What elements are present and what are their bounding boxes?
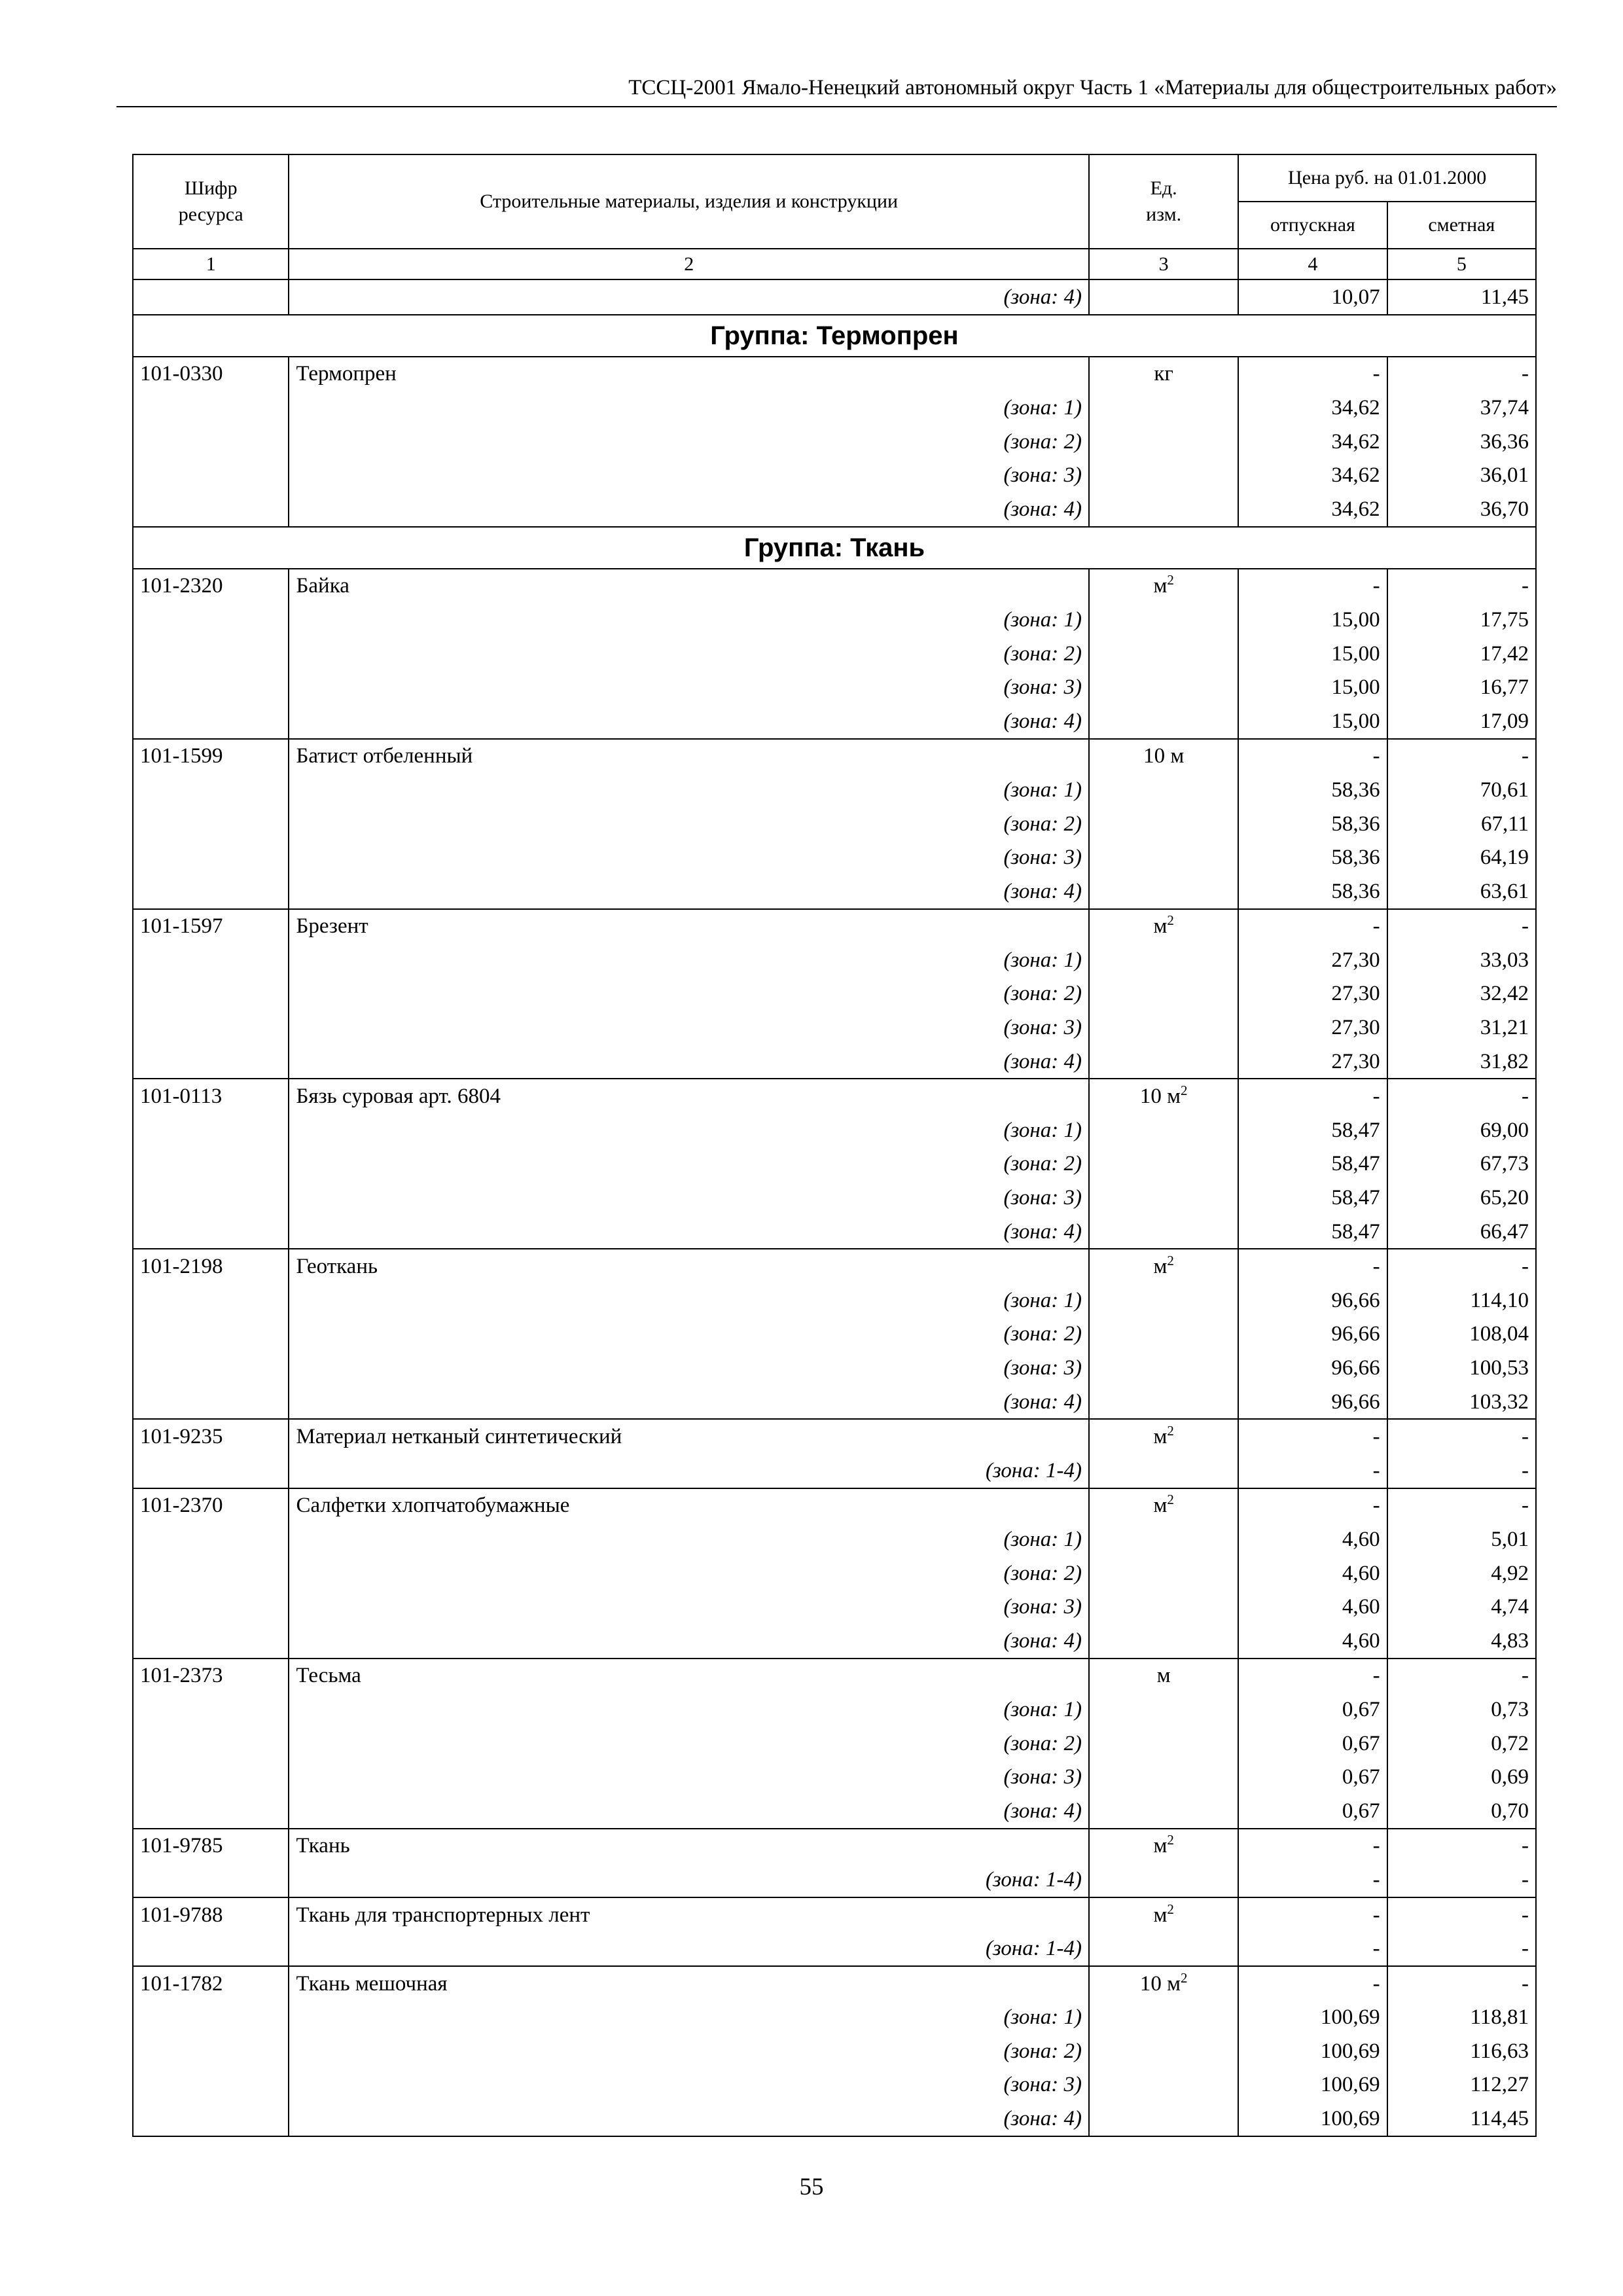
material-name: Геоткань (289, 1249, 1089, 1283)
unit-text: 10 м (1139, 1971, 1181, 1996)
material-name: Батист отбеленный (289, 739, 1089, 774)
resource-code: 101-2370 (133, 1488, 289, 1523)
release-price: 4,60 (1238, 1624, 1387, 1659)
col-header-price: Цена руб. на 01.01.2000 (1238, 154, 1536, 202)
item-row (133, 1079, 1536, 1113)
zone-row (133, 637, 1536, 671)
unit-text: м (1153, 914, 1168, 939)
estimate-price: 5,01 (1387, 1522, 1536, 1556)
unit-superscript: 2 (1180, 1083, 1188, 1099)
page-header: ТССЦ-2001 Ямало-Ненецкий автономный округ Часть 1 «Материалы для общестроительных работ» (116, 73, 1557, 107)
estimate-price: 4,83 (1387, 1624, 1536, 1659)
release-price: 15,00 (1238, 704, 1387, 739)
release-price: 10,07 (1238, 279, 1387, 315)
zone-row (133, 425, 1536, 459)
release-price: 58,47 (1238, 1181, 1387, 1215)
release-price: 15,00 (1238, 637, 1387, 671)
unit-text: м (1153, 1834, 1168, 1858)
zone-row (133, 1385, 1536, 1420)
zone-row (133, 458, 1536, 492)
page-number: 55 (799, 2174, 824, 2200)
release-price: - (1238, 1079, 1387, 1113)
col-header-name: Строительные материалы, изделия и конструкции (289, 154, 1089, 249)
zone-row (133, 874, 1536, 909)
release-price: - (1238, 1454, 1387, 1488)
release-price: 100,69 (1238, 2068, 1387, 2102)
zone-row (133, 2034, 1536, 2068)
col-number: 5 (1387, 249, 1536, 279)
zone-row (133, 492, 1536, 527)
col-header-release: отпускная (1238, 202, 1387, 249)
unit-text: м (1153, 1903, 1168, 1927)
item-row (133, 1419, 1536, 1454)
group-row (133, 315, 1536, 357)
release-price: 34,62 (1238, 458, 1387, 492)
zone-label: (зона: 4) (289, 874, 1089, 909)
zone-label: (зона: 2) (289, 1318, 1089, 1352)
group-title: Группа: Ткань (133, 527, 1536, 569)
estimate-price: 32,42 (1387, 977, 1536, 1011)
estimate-price: 0,70 (1387, 1794, 1536, 1829)
estimate-price: 36,70 (1387, 492, 1536, 527)
unit (1089, 1079, 1238, 1113)
item-row (133, 1966, 1536, 2001)
material-name: Материал нетканый синтетический (289, 1419, 1089, 1454)
group-title: Группа: Термопрен (133, 315, 1536, 357)
zone-row (133, 1351, 1536, 1385)
zone-label: (зона: 2) (289, 637, 1089, 671)
item-row (133, 1897, 1536, 1932)
estimate-price: - (1387, 357, 1536, 391)
col-number: 3 (1089, 249, 1238, 279)
unit (1089, 1419, 1238, 1454)
zone-row (133, 1181, 1536, 1215)
estimate-price: 100,53 (1387, 1351, 1536, 1385)
zone-row (133, 1045, 1536, 1079)
estimate-price: - (1387, 1966, 1536, 2001)
material-name: Тесьма (289, 1659, 1089, 1693)
zone-label: (зона: 3) (289, 670, 1089, 704)
unit (1089, 909, 1238, 944)
release-price: 4,60 (1238, 1556, 1387, 1590)
zone-row (133, 2001, 1536, 2035)
estimate-price: 37,74 (1387, 391, 1536, 425)
zone-label: (зона: 2) (289, 977, 1089, 1011)
zone-row (133, 977, 1536, 1011)
release-price: 100,69 (1238, 2034, 1387, 2068)
zone-label: (зона: 2) (289, 1727, 1089, 1761)
release-price: - (1238, 1931, 1387, 1966)
unit-text: 10 м (1139, 1085, 1181, 1109)
zone-label: (зона: 2) (289, 2034, 1089, 2068)
release-price: - (1238, 569, 1387, 603)
estimate-price: 0,72 (1387, 1727, 1536, 1761)
release-price: 58,47 (1238, 1147, 1387, 1181)
zone-row (133, 1011, 1536, 1045)
zone-row (133, 391, 1536, 425)
zone-label: (зона: 4) (289, 1045, 1089, 1079)
resource-code: 101-9788 (133, 1897, 289, 1932)
estimate-price: 114,10 (1387, 1283, 1536, 1318)
zone-row (133, 1931, 1536, 1966)
estimate-price: 67,11 (1387, 807, 1536, 841)
release-price: - (1238, 1488, 1387, 1523)
resource-code: 101-2373 (133, 1659, 289, 1693)
estimate-price: 70,61 (1387, 773, 1536, 807)
release-price: 100,69 (1238, 2001, 1387, 2035)
unit (1089, 1659, 1238, 1693)
estimate-price: 63,61 (1387, 874, 1536, 909)
unit (1089, 569, 1238, 603)
unit-text: м (1153, 574, 1168, 598)
zone-label: (зона: 1) (289, 943, 1089, 977)
col-number: 4 (1238, 249, 1387, 279)
estimate-price: 118,81 (1387, 2001, 1536, 2035)
unit (1089, 357, 1238, 391)
zone-label: (зона: 4) (289, 1794, 1089, 1829)
unit (1089, 1897, 1238, 1932)
zone-label: (зона: 3) (289, 1351, 1089, 1385)
zone-label: (зона: 3) (289, 840, 1089, 874)
unit-superscript: 2 (1167, 1832, 1174, 1848)
zone-row (133, 1522, 1536, 1556)
zone-label: (зона: 4) (289, 1624, 1089, 1659)
unit-superscript: 2 (1167, 572, 1174, 588)
zone-row (133, 807, 1536, 841)
col-header-code: Шифр ресурса (133, 154, 289, 249)
resource-code: 101-9785 (133, 1829, 289, 1863)
release-price: 58,36 (1238, 807, 1387, 841)
item-row (133, 357, 1536, 391)
estimate-price: - (1387, 1931, 1536, 1966)
zone-label: (зона: 1) (289, 773, 1089, 807)
estimate-price: 66,47 (1387, 1215, 1536, 1249)
release-price: 4,60 (1238, 1590, 1387, 1624)
material-name: Бязь суровая арт. 6804 (289, 1079, 1089, 1113)
price-table (132, 154, 1537, 2137)
zone-label: (зона: 1-4) (289, 1454, 1089, 1488)
zone-row (133, 1794, 1536, 1829)
release-price: 4,60 (1238, 1522, 1387, 1556)
resource-code: 101-2320 (133, 569, 289, 603)
release-price: - (1238, 739, 1387, 774)
estimate-price: 31,82 (1387, 1045, 1536, 1079)
unit-superscript: 2 (1180, 1969, 1188, 1986)
release-price: 58,36 (1238, 874, 1387, 909)
unit-text: м (1156, 1664, 1171, 1688)
resource-code: 101-1597 (133, 909, 289, 944)
zone-row (133, 1727, 1536, 1761)
release-price: 96,66 (1238, 1385, 1387, 1420)
release-price: 15,00 (1238, 670, 1387, 704)
unit-text: кг (1154, 362, 1173, 386)
zone-row (133, 1760, 1536, 1794)
zone-label: (зона: 3) (289, 2068, 1089, 2102)
release-price: - (1238, 1659, 1387, 1693)
zone-row (133, 1215, 1536, 1249)
release-price: 0,67 (1238, 1727, 1387, 1761)
item-row (133, 739, 1536, 774)
estimate-price: - (1387, 1659, 1536, 1693)
zone-label: (зона: 1) (289, 2001, 1089, 2035)
zone-label: (зона: 3) (289, 1760, 1089, 1794)
release-price: 58,47 (1238, 1215, 1387, 1249)
col-number: 1 (133, 249, 289, 279)
material-name: Брезент (289, 909, 1089, 944)
estimate-price: 65,20 (1387, 1181, 1536, 1215)
estimate-price: 64,19 (1387, 840, 1536, 874)
zone-label: (зона: 4) (289, 1215, 1089, 1249)
zone-row (133, 1318, 1536, 1352)
estimate-price: - (1387, 739, 1536, 774)
release-price: 15,00 (1238, 603, 1387, 637)
estimate-price: 16,77 (1387, 670, 1536, 704)
estimate-price: - (1387, 1079, 1536, 1113)
unit-superscript: 2 (1167, 1423, 1174, 1439)
resource-code: 101-0113 (133, 1079, 289, 1113)
table-row (133, 279, 1536, 315)
release-price: - (1238, 1829, 1387, 1863)
zone-label: (зона: 1) (289, 603, 1089, 637)
zone-label: (зона: 3) (289, 458, 1089, 492)
estimate-price: 114,45 (1387, 2102, 1536, 2136)
estimate-price: - (1387, 569, 1536, 603)
zone-row (133, 840, 1536, 874)
material-name: Байка (289, 569, 1089, 603)
zone-row (133, 603, 1536, 637)
release-price: 58,36 (1238, 773, 1387, 807)
unit (1089, 1249, 1238, 1283)
unit-superscript: 2 (1167, 1253, 1174, 1269)
zone-label: (зона: 4) (289, 704, 1089, 739)
release-price: 27,30 (1238, 977, 1387, 1011)
estimate-price: - (1387, 1488, 1536, 1523)
estimate-price: - (1387, 1829, 1536, 1863)
estimate-price: - (1387, 1863, 1536, 1897)
estimate-price: 4,74 (1387, 1590, 1536, 1624)
zone-label: (зона: 4) (289, 2102, 1089, 2136)
group-row (133, 527, 1536, 569)
material-name: Ткань мешочная (289, 1966, 1089, 2001)
zone-label: (зона: 1) (289, 1113, 1089, 1147)
material-name: Ткань для транспортерных лент (289, 1897, 1089, 1932)
zone-row (133, 670, 1536, 704)
release-price: - (1238, 357, 1387, 391)
release-price: - (1238, 1966, 1387, 2001)
zone-label: (зона: 1) (289, 1522, 1089, 1556)
estimate-price: - (1387, 1897, 1536, 1932)
zone-label: (зона: 2) (289, 1556, 1089, 1590)
release-price: 100,69 (1238, 2102, 1387, 2136)
zone-label: (зона: 3) (289, 1181, 1089, 1215)
estimate-price: 17,09 (1387, 704, 1536, 739)
zone-label: (зона: 1) (289, 391, 1089, 425)
estimate-price: 103,32 (1387, 1385, 1536, 1420)
zone-row (133, 2068, 1536, 2102)
estimate-price: 36,01 (1387, 458, 1536, 492)
unit-text: м (1153, 1425, 1168, 1449)
item-row (133, 1249, 1536, 1283)
item-row (133, 569, 1536, 603)
estimate-price: - (1387, 1419, 1536, 1454)
col-header-unit: Ед. изм. (1089, 154, 1238, 249)
resource-code: 101-1599 (133, 739, 289, 774)
zone-label: (зона: 4) (289, 1385, 1089, 1420)
estimate-price: 17,42 (1387, 637, 1536, 671)
zone-row (133, 1624, 1536, 1659)
release-price: 27,30 (1238, 943, 1387, 977)
zone-label: (зона: 3) (289, 1590, 1089, 1624)
release-price: - (1238, 1863, 1387, 1897)
unit-text: м (1153, 1494, 1168, 1518)
zone-label: (зона: 1) (289, 1283, 1089, 1318)
material-name: Салфетки хлопчатобумажные (289, 1488, 1089, 1523)
unit-text: 10 м (1143, 744, 1185, 768)
material-name: Ткань (289, 1829, 1089, 1863)
zone-row (133, 943, 1536, 977)
resource-code: 101-0330 (133, 357, 289, 391)
release-price: 58,47 (1238, 1113, 1387, 1147)
release-price: - (1238, 1897, 1387, 1932)
estimate-price: 67,73 (1387, 1147, 1536, 1181)
unit (1089, 1488, 1238, 1523)
resource-code: 101-2198 (133, 1249, 289, 1283)
zone-label: (зона: 4) (289, 279, 1089, 315)
zone-label: (зона: 4) (289, 492, 1089, 527)
zone-label: (зона: 1) (289, 1693, 1089, 1727)
release-price: 34,62 (1238, 425, 1387, 459)
unit-text: м (1153, 1255, 1168, 1279)
item-row (133, 1659, 1536, 1693)
release-price: 58,36 (1238, 840, 1387, 874)
release-price: - (1238, 909, 1387, 944)
zone-row (133, 1590, 1536, 1624)
release-price: 96,66 (1238, 1318, 1387, 1352)
release-price: 96,66 (1238, 1351, 1387, 1385)
unit (1089, 1829, 1238, 1863)
release-price: - (1238, 1249, 1387, 1283)
zone-row (133, 773, 1536, 807)
release-price: 0,67 (1238, 1760, 1387, 1794)
estimate-price: - (1387, 1454, 1536, 1488)
estimate-price: 116,63 (1387, 2034, 1536, 2068)
estimate-price: 0,69 (1387, 1760, 1536, 1794)
zone-row (133, 2102, 1536, 2136)
estimate-price: 11,45 (1387, 279, 1536, 315)
zone-label: (зона: 1-4) (289, 1931, 1089, 1966)
estimate-price: 36,36 (1387, 425, 1536, 459)
zone-label: (зона: 2) (289, 425, 1089, 459)
zone-row (133, 1693, 1536, 1727)
item-row (133, 1488, 1536, 1523)
estimate-price: 17,75 (1387, 603, 1536, 637)
release-price: 34,62 (1238, 492, 1387, 527)
unit-superscript: 2 (1167, 1492, 1174, 1508)
release-price: - (1238, 1419, 1387, 1454)
estimate-price: 108,04 (1387, 1318, 1536, 1352)
zone-row (133, 704, 1536, 739)
item-row (133, 909, 1536, 944)
estimate-price: 69,00 (1387, 1113, 1536, 1147)
release-price: 96,66 (1238, 1283, 1387, 1318)
estimate-price: 4,92 (1387, 1556, 1536, 1590)
zone-row (133, 1283, 1536, 1318)
unit (1089, 1966, 1238, 2001)
estimate-price: 112,27 (1387, 2068, 1536, 2102)
col-header-estimate: сметная (1387, 202, 1536, 249)
estimate-price: - (1387, 909, 1536, 944)
estimate-price: - (1387, 1249, 1536, 1283)
release-price: 34,62 (1238, 391, 1387, 425)
estimate-price: 31,21 (1387, 1011, 1536, 1045)
item-row (133, 1829, 1536, 1863)
zone-label: (зона: 2) (289, 1147, 1089, 1181)
release-price: 27,30 (1238, 1011, 1387, 1045)
resource-code: 101-9235 (133, 1419, 289, 1454)
zone-row (133, 1454, 1536, 1488)
zone-label: (зона: 3) (289, 1011, 1089, 1045)
release-price: 27,30 (1238, 1045, 1387, 1079)
col-number: 2 (289, 249, 1089, 279)
estimate-price: 0,73 (1387, 1693, 1536, 1727)
zone-row (133, 1556, 1536, 1590)
zone-label: (зона: 2) (289, 807, 1089, 841)
release-price: 0,67 (1238, 1794, 1387, 1829)
unit (1089, 739, 1238, 774)
unit-superscript: 2 (1167, 1901, 1174, 1917)
unit-superscript: 2 (1167, 912, 1174, 929)
zone-label: (зона: 1-4) (289, 1863, 1089, 1897)
estimate-price: 33,03 (1387, 943, 1536, 977)
material-name: Термопрен (289, 357, 1089, 391)
resource-code: 101-1782 (133, 1966, 289, 2001)
zone-row (133, 1113, 1536, 1147)
zone-row (133, 1147, 1536, 1181)
release-price: 0,67 (1238, 1693, 1387, 1727)
zone-row (133, 1863, 1536, 1897)
